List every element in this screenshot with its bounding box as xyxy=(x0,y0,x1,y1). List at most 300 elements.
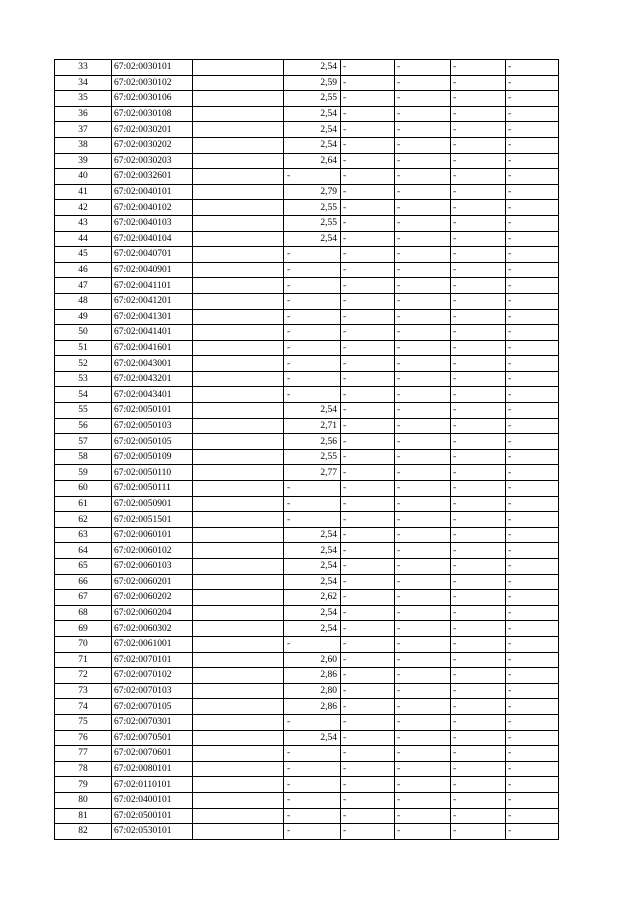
row-number-cell: 73 xyxy=(55,683,112,699)
dash-cell: - xyxy=(506,434,559,450)
table-row xyxy=(55,75,559,91)
dash-cell: - xyxy=(341,309,395,325)
dash-cell: - xyxy=(395,605,451,621)
dash-cell: - xyxy=(506,652,559,668)
table-row xyxy=(55,356,559,372)
dash-cell: - xyxy=(451,418,506,434)
table-row xyxy=(55,449,559,465)
dash-cell: - xyxy=(341,668,395,684)
value-cell: 2,86 xyxy=(284,668,341,684)
dash-cell: - xyxy=(395,465,451,481)
dash-cell: - xyxy=(395,636,451,652)
table-row xyxy=(55,340,559,356)
dash-cell: - xyxy=(395,730,451,746)
value-cell: 2,54 xyxy=(284,730,341,746)
dash-cell: - xyxy=(451,184,506,200)
dash-cell: - xyxy=(506,184,559,200)
dash-cell: - xyxy=(451,340,506,356)
empty-cell xyxy=(193,403,284,419)
row-number-cell: 72 xyxy=(55,668,112,684)
empty-cell xyxy=(193,527,284,543)
dash-cell: - xyxy=(341,247,395,263)
value-cell: 2,64 xyxy=(284,153,341,169)
empty-cell xyxy=(193,714,284,730)
dash-cell: - xyxy=(506,543,559,559)
cadastral-number-cell: 67:02:0041201 xyxy=(112,293,193,309)
dash-cell: - xyxy=(506,512,559,528)
dash-cell: - xyxy=(451,605,506,621)
dash-cell: - xyxy=(395,309,451,325)
dash-cell: - xyxy=(341,278,395,294)
dash-cell: - xyxy=(451,652,506,668)
dash-cell: - xyxy=(341,184,395,200)
value-cell: - xyxy=(284,278,341,294)
table-row xyxy=(55,512,559,528)
dash-cell: - xyxy=(395,668,451,684)
dash-cell: - xyxy=(395,808,451,824)
value-cell: 2,54 xyxy=(284,106,341,122)
dash-cell: - xyxy=(506,325,559,341)
dash-cell: - xyxy=(506,278,559,294)
value-cell: 2,55 xyxy=(284,91,341,107)
value-cell: 2,54 xyxy=(284,60,341,76)
dash-cell: - xyxy=(395,215,451,231)
cadastral-number-cell: 67:02:0070105 xyxy=(112,699,193,715)
empty-cell xyxy=(193,215,284,231)
row-number-cell: 52 xyxy=(55,356,112,372)
dash-cell: - xyxy=(341,418,395,434)
dash-cell: - xyxy=(341,449,395,465)
value-cell: - xyxy=(284,746,341,762)
dash-cell: - xyxy=(506,636,559,652)
empty-cell xyxy=(193,231,284,247)
table-row xyxy=(55,481,559,497)
dash-cell: - xyxy=(506,465,559,481)
row-number-cell: 41 xyxy=(55,184,112,200)
cadastral-number-cell: 67:02:0060102 xyxy=(112,543,193,559)
table-row xyxy=(55,418,559,434)
cadastral-number-cell: 67:02:0043201 xyxy=(112,371,193,387)
dash-cell: - xyxy=(506,91,559,107)
row-number-cell: 81 xyxy=(55,808,112,824)
row-number-cell: 57 xyxy=(55,434,112,450)
empty-cell xyxy=(193,824,284,840)
table-row xyxy=(55,621,559,637)
row-number-cell: 46 xyxy=(55,262,112,278)
dash-cell: - xyxy=(451,496,506,512)
cadastral-number-cell: 67:02:0051501 xyxy=(112,512,193,528)
row-number-cell: 64 xyxy=(55,543,112,559)
table-row xyxy=(55,761,559,777)
row-number-cell: 48 xyxy=(55,293,112,309)
dash-cell: - xyxy=(341,356,395,372)
value-cell: - xyxy=(284,761,341,777)
row-number-cell: 38 xyxy=(55,137,112,153)
empty-cell xyxy=(193,200,284,216)
dash-cell: - xyxy=(451,746,506,762)
table-row xyxy=(55,527,559,543)
dash-cell: - xyxy=(451,761,506,777)
empty-cell xyxy=(193,792,284,808)
dash-cell: - xyxy=(341,636,395,652)
cadastral-number-cell: 67:02:0050109 xyxy=(112,449,193,465)
empty-cell xyxy=(193,512,284,528)
dash-cell: - xyxy=(341,215,395,231)
row-number-cell: 76 xyxy=(55,730,112,746)
value-cell: 2,77 xyxy=(284,465,341,481)
dash-cell: - xyxy=(506,574,559,590)
table-row xyxy=(55,184,559,200)
dash-cell: - xyxy=(341,824,395,840)
dash-cell: - xyxy=(451,527,506,543)
dash-cell: - xyxy=(506,746,559,762)
table-row xyxy=(55,387,559,403)
cadastral-number-cell: 67:02:0030106 xyxy=(112,91,193,107)
dash-cell: - xyxy=(451,122,506,138)
empty-cell xyxy=(193,153,284,169)
dash-cell: - xyxy=(451,465,506,481)
dash-cell: - xyxy=(506,792,559,808)
dash-cell: - xyxy=(451,387,506,403)
cadastral-number-cell: 67:02:0530101 xyxy=(112,824,193,840)
table-row xyxy=(55,574,559,590)
row-number-cell: 71 xyxy=(55,652,112,668)
cadastral-number-cell: 67:02:0030202 xyxy=(112,137,193,153)
row-number-cell: 66 xyxy=(55,574,112,590)
dash-cell: - xyxy=(506,605,559,621)
empty-cell xyxy=(193,449,284,465)
dash-cell: - xyxy=(395,543,451,559)
dash-cell: - xyxy=(341,512,395,528)
row-number-cell: 37 xyxy=(55,122,112,138)
cadastral-number-cell: 67:02:0041101 xyxy=(112,278,193,294)
value-cell: - xyxy=(284,387,341,403)
table-row xyxy=(55,169,559,185)
value-cell: - xyxy=(284,340,341,356)
table-row xyxy=(55,590,559,606)
dash-cell: - xyxy=(395,527,451,543)
empty-cell xyxy=(193,309,284,325)
table-row xyxy=(55,465,559,481)
cadastral-number-cell: 67:02:0070601 xyxy=(112,746,193,762)
dash-cell: - xyxy=(395,106,451,122)
dash-cell: - xyxy=(341,527,395,543)
dash-cell: - xyxy=(451,293,506,309)
dash-cell: - xyxy=(341,605,395,621)
empty-cell xyxy=(193,387,284,403)
table-row xyxy=(55,309,559,325)
dash-cell: - xyxy=(395,371,451,387)
table-row xyxy=(55,824,559,840)
cadastral-number-cell: 67:02:0070501 xyxy=(112,730,193,746)
dash-cell: - xyxy=(395,247,451,263)
table-row xyxy=(55,652,559,668)
table-row xyxy=(55,106,559,122)
dash-cell: - xyxy=(395,231,451,247)
dash-cell: - xyxy=(341,559,395,575)
cadastral-number-cell: 67:02:0050105 xyxy=(112,434,193,450)
row-number-cell: 58 xyxy=(55,449,112,465)
row-number-cell: 49 xyxy=(55,309,112,325)
value-cell: - xyxy=(284,824,341,840)
dash-cell: - xyxy=(451,714,506,730)
dash-cell: - xyxy=(341,293,395,309)
dash-cell: - xyxy=(451,699,506,715)
empty-cell xyxy=(193,75,284,91)
dash-cell: - xyxy=(506,106,559,122)
value-cell: - xyxy=(284,247,341,263)
empty-cell xyxy=(193,590,284,606)
table-row xyxy=(55,543,559,559)
cadastral-number-cell: 67:02:0061001 xyxy=(112,636,193,652)
dash-cell: - xyxy=(506,169,559,185)
row-number-cell: 43 xyxy=(55,215,112,231)
dash-cell: - xyxy=(451,356,506,372)
dash-cell: - xyxy=(506,824,559,840)
empty-cell xyxy=(193,340,284,356)
row-number-cell: 74 xyxy=(55,699,112,715)
table-row xyxy=(55,699,559,715)
table-row xyxy=(55,215,559,231)
cadastral-number-cell: 67:02:0050101 xyxy=(112,403,193,419)
dash-cell: - xyxy=(451,590,506,606)
dash-cell: - xyxy=(506,153,559,169)
dash-cell: - xyxy=(451,60,506,76)
cadastral-number-cell: 67:02:0041401 xyxy=(112,325,193,341)
value-cell: - xyxy=(284,356,341,372)
row-number-cell: 35 xyxy=(55,91,112,107)
cadastral-number-cell: 67:02:0500101 xyxy=(112,808,193,824)
cadastral-number-cell: 67:02:0070301 xyxy=(112,714,193,730)
dash-cell: - xyxy=(341,590,395,606)
row-number-cell: 54 xyxy=(55,387,112,403)
cadastral-number-cell: 67:02:0040102 xyxy=(112,200,193,216)
row-number-cell: 39 xyxy=(55,153,112,169)
dash-cell: - xyxy=(395,761,451,777)
dash-cell: - xyxy=(451,824,506,840)
dash-cell: - xyxy=(451,730,506,746)
value-cell: 2,80 xyxy=(284,683,341,699)
table-row xyxy=(55,559,559,575)
cadastral-number-cell: 67:02:0050111 xyxy=(112,481,193,497)
dash-cell: - xyxy=(395,184,451,200)
dash-cell: - xyxy=(506,808,559,824)
row-number-cell: 82 xyxy=(55,824,112,840)
cadastral-number-cell: 67:02:0050110 xyxy=(112,465,193,481)
dash-cell: - xyxy=(341,371,395,387)
dash-cell: - xyxy=(395,512,451,528)
empty-cell xyxy=(193,808,284,824)
dash-cell: - xyxy=(341,340,395,356)
dash-cell: - xyxy=(451,309,506,325)
dash-cell: - xyxy=(341,574,395,590)
dash-cell: - xyxy=(451,574,506,590)
dash-cell: - xyxy=(395,714,451,730)
dash-cell: - xyxy=(506,481,559,497)
dash-cell: - xyxy=(341,262,395,278)
table-row xyxy=(55,403,559,419)
empty-cell xyxy=(193,262,284,278)
row-number-cell: 79 xyxy=(55,777,112,793)
cadastral-number-cell: 67:02:0030108 xyxy=(112,106,193,122)
value-cell: - xyxy=(284,371,341,387)
empty-cell xyxy=(193,777,284,793)
empty-cell xyxy=(193,761,284,777)
row-number-cell: 65 xyxy=(55,559,112,575)
value-cell: 2,54 xyxy=(284,137,341,153)
table-row xyxy=(55,434,559,450)
empty-cell xyxy=(193,683,284,699)
dash-cell: - xyxy=(451,153,506,169)
value-cell: 2,60 xyxy=(284,652,341,668)
cadastral-number-cell: 67:02:0060101 xyxy=(112,527,193,543)
value-cell: 2,55 xyxy=(284,200,341,216)
dash-cell: - xyxy=(341,122,395,138)
dash-cell: - xyxy=(506,231,559,247)
row-number-cell: 36 xyxy=(55,106,112,122)
table-row xyxy=(55,746,559,762)
empty-cell xyxy=(193,184,284,200)
dash-cell: - xyxy=(395,137,451,153)
dash-cell: - xyxy=(506,730,559,746)
empty-cell xyxy=(193,106,284,122)
dash-cell: - xyxy=(341,699,395,715)
table-row xyxy=(55,668,559,684)
dash-cell: - xyxy=(451,434,506,450)
dash-cell: - xyxy=(341,465,395,481)
cadastral-number-cell: 67:02:0041601 xyxy=(112,340,193,356)
dash-cell: - xyxy=(395,200,451,216)
dash-cell: - xyxy=(451,215,506,231)
dash-cell: - xyxy=(451,262,506,278)
empty-cell xyxy=(193,371,284,387)
dash-cell: - xyxy=(451,449,506,465)
dash-cell: - xyxy=(451,543,506,559)
dash-cell: - xyxy=(395,153,451,169)
value-cell: 2,59 xyxy=(284,75,341,91)
empty-cell xyxy=(193,605,284,621)
dash-cell: - xyxy=(451,559,506,575)
empty-cell xyxy=(193,122,284,138)
value-cell: - xyxy=(284,636,341,652)
cadastral-number-cell: 67:02:0030203 xyxy=(112,153,193,169)
dash-cell: - xyxy=(341,683,395,699)
empty-cell xyxy=(193,465,284,481)
cadastral-value-table xyxy=(54,59,559,840)
dash-cell: - xyxy=(451,668,506,684)
dash-cell: - xyxy=(341,496,395,512)
dash-cell: - xyxy=(395,481,451,497)
dash-cell: - xyxy=(451,106,506,122)
empty-cell xyxy=(193,60,284,76)
table-row xyxy=(55,231,559,247)
cadastral-number-cell: 67:02:0060202 xyxy=(112,590,193,606)
cadastral-number-cell: 67:02:0050901 xyxy=(112,496,193,512)
dash-cell: - xyxy=(395,824,451,840)
dash-cell: - xyxy=(506,215,559,231)
table-row xyxy=(55,605,559,621)
row-number-cell: 33 xyxy=(55,60,112,76)
dash-cell: - xyxy=(341,169,395,185)
value-cell: - xyxy=(284,792,341,808)
dash-cell: - xyxy=(395,496,451,512)
dash-cell: - xyxy=(506,527,559,543)
dash-cell: - xyxy=(341,60,395,76)
row-number-cell: 47 xyxy=(55,278,112,294)
row-number-cell: 69 xyxy=(55,621,112,637)
cadastral-number-cell: 67:02:0030102 xyxy=(112,75,193,91)
value-cell: - xyxy=(284,512,341,528)
value-cell: - xyxy=(284,293,341,309)
empty-cell xyxy=(193,356,284,372)
cadastral-number-cell: 67:02:0043401 xyxy=(112,387,193,403)
value-cell: 2,54 xyxy=(284,621,341,637)
cadastral-number-cell: 67:02:0040101 xyxy=(112,184,193,200)
value-cell: 2,86 xyxy=(284,699,341,715)
dash-cell: - xyxy=(506,122,559,138)
dash-cell: - xyxy=(451,777,506,793)
dash-cell: - xyxy=(451,169,506,185)
value-cell: 2,54 xyxy=(284,605,341,621)
dash-cell: - xyxy=(341,481,395,497)
cadastral-number-cell: 67:02:0040104 xyxy=(112,231,193,247)
dash-cell: - xyxy=(451,247,506,263)
row-number-cell: 68 xyxy=(55,605,112,621)
cadastral-number-cell: 67:02:0050103 xyxy=(112,418,193,434)
dash-cell: - xyxy=(506,387,559,403)
dash-cell: - xyxy=(395,75,451,91)
dash-cell: - xyxy=(395,574,451,590)
dash-cell: - xyxy=(341,75,395,91)
value-cell: 2,54 xyxy=(284,122,341,138)
row-number-cell: 56 xyxy=(55,418,112,434)
dash-cell: - xyxy=(341,106,395,122)
dash-cell: - xyxy=(451,231,506,247)
dash-cell: - xyxy=(341,137,395,153)
dash-cell: - xyxy=(341,325,395,341)
dash-cell: - xyxy=(341,777,395,793)
empty-cell xyxy=(193,169,284,185)
table-row xyxy=(55,137,559,153)
value-cell: 2,54 xyxy=(284,543,341,559)
dash-cell: - xyxy=(341,543,395,559)
dash-cell: - xyxy=(395,652,451,668)
table-row xyxy=(55,60,559,76)
dash-cell: - xyxy=(451,75,506,91)
empty-cell xyxy=(193,247,284,263)
dash-cell: - xyxy=(395,746,451,762)
dash-cell: - xyxy=(451,683,506,699)
dash-cell: - xyxy=(451,792,506,808)
dash-cell: - xyxy=(451,200,506,216)
value-cell: 2,55 xyxy=(284,449,341,465)
cadastral-number-cell: 67:02:0040103 xyxy=(112,215,193,231)
dash-cell: - xyxy=(506,137,559,153)
dash-cell: - xyxy=(451,278,506,294)
value-cell: - xyxy=(284,262,341,278)
value-cell: 2,54 xyxy=(284,403,341,419)
table-row xyxy=(55,792,559,808)
empty-cell xyxy=(193,543,284,559)
dash-cell: - xyxy=(395,434,451,450)
cadastral-number-cell: 67:02:0060204 xyxy=(112,605,193,621)
dash-cell: - xyxy=(506,590,559,606)
cadastral-number-cell: 67:02:0040901 xyxy=(112,262,193,278)
dash-cell: - xyxy=(451,621,506,637)
row-number-cell: 70 xyxy=(55,636,112,652)
value-cell: 2,79 xyxy=(284,184,341,200)
dash-cell: - xyxy=(506,699,559,715)
